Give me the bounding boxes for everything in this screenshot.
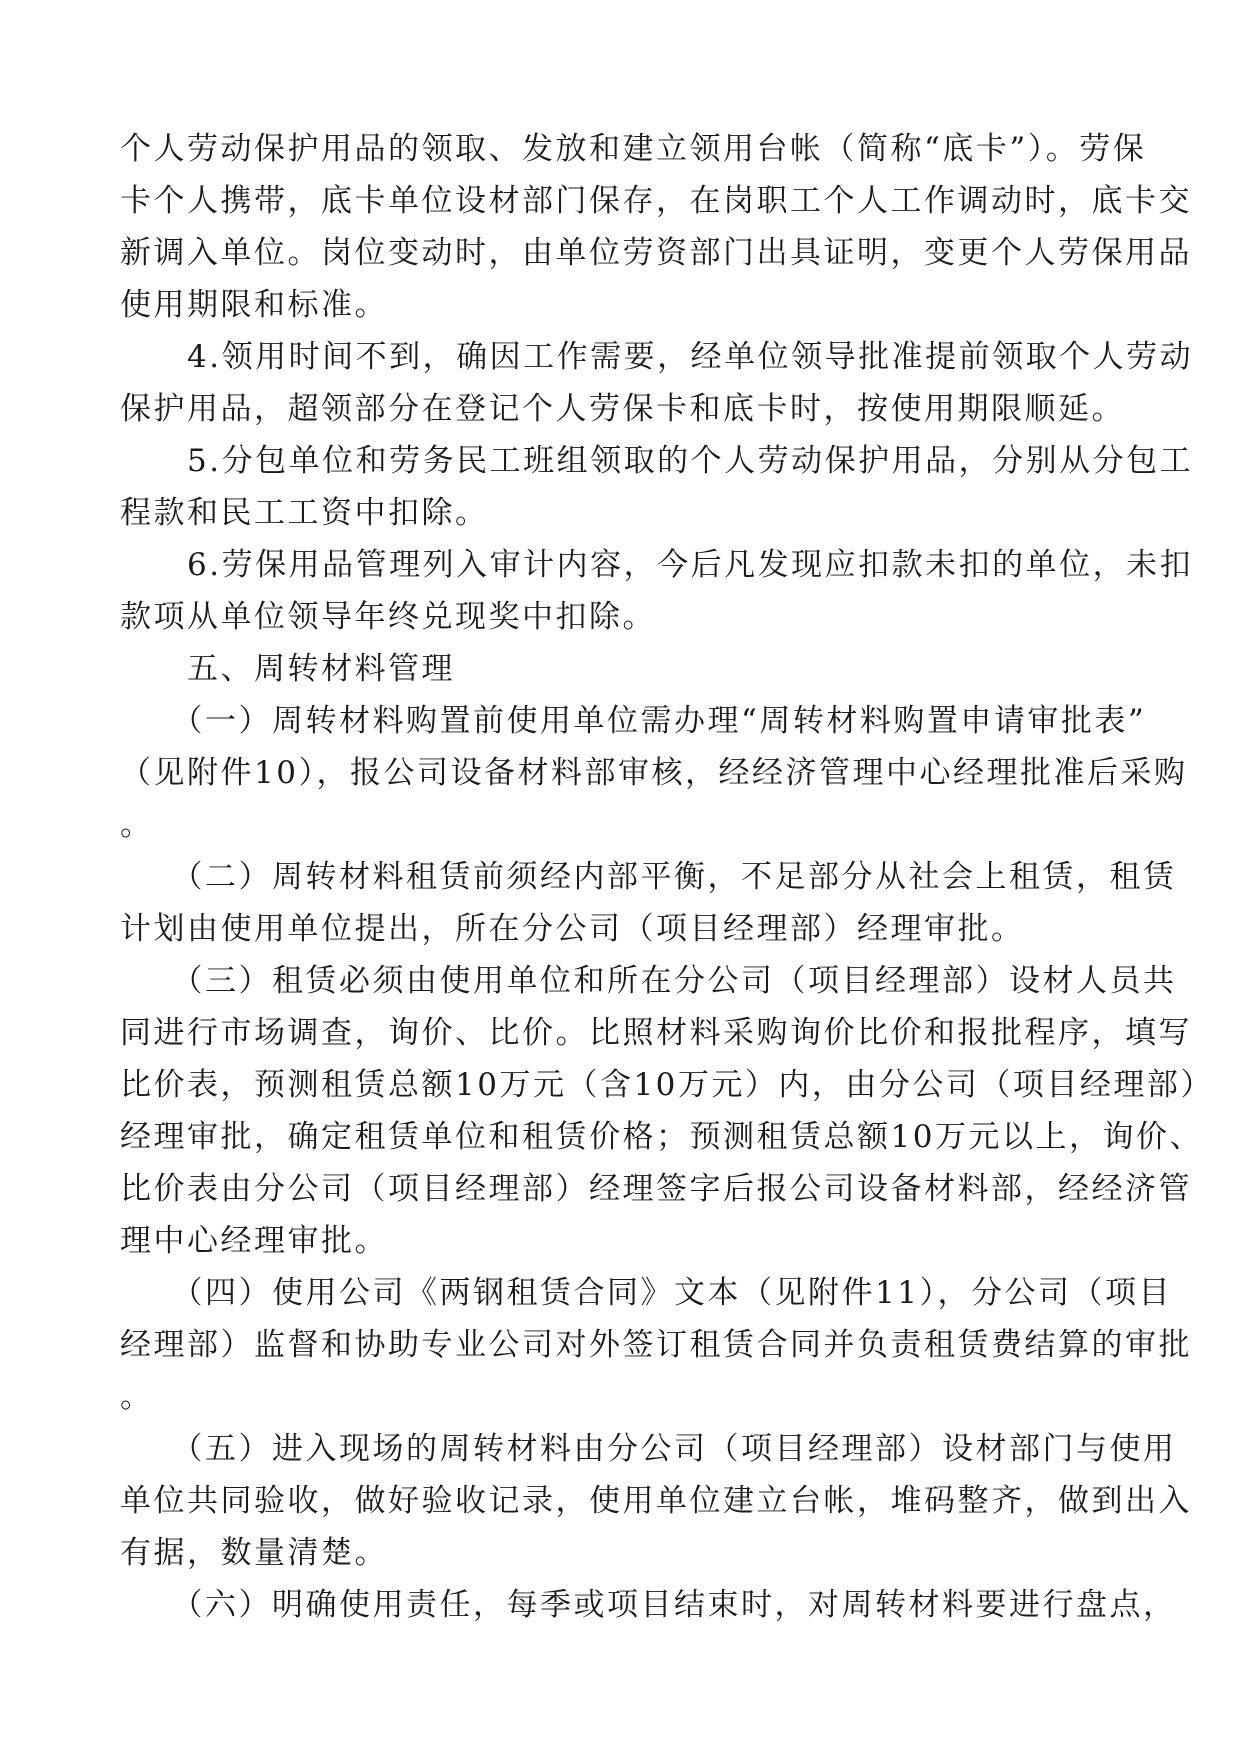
text-line: 理中心经理审批。: [120, 1223, 388, 1259]
text-line: 同进行市场调查，询价、比价。比照材料采购询价比价和报批程序，填写: [120, 1015, 1192, 1051]
text-line: （见附件10），报公司设备材料部审核，经经济管理中心经理批准后采购: [120, 755, 1188, 791]
text-line: 卡个人携带，底卡单位设材部门保存，在岗职工个人工作调动时，底卡交: [120, 183, 1192, 219]
text-line: 经理部）监督和协助专业公司对外签订租赁合同并负责租赁费结算的审批: [120, 1327, 1192, 1363]
text-line: 有据，数量清楚。: [120, 1535, 388, 1571]
text-line: （一）周转材料购置前使用单位需办理“周转材料购置申请审批表”: [120, 703, 1147, 739]
section-heading: 五、周转材料管理: [120, 651, 455, 687]
text-line: （六）明确使用责任，每季或项目结束时，对周转材料要进行盘点，: [120, 1587, 1177, 1623]
text-line: 款项从单位领导年终兑现奖中扣除。: [120, 599, 656, 635]
text-line: 比价表由分公司（项目经理部）经理签字后报公司设备材料部，经经济管: [120, 1171, 1192, 1207]
text-line: 。: [120, 1379, 154, 1415]
text-line: 5.分包单位和劳务民工班组领取的个人劳动保护用品，分别从分包工: [120, 443, 1194, 479]
text-line: （四）使用公司《两钢租赁合同》文本（见附件11），分公司（项目: [120, 1275, 1172, 1311]
text-line: 保护用品，超领部分在登记个人劳保卡和底卡时，按使用期限顺延。: [120, 391, 1125, 427]
text-line: 。: [120, 807, 154, 843]
text-line: 新调入单位。岗位变动时，由单位劳资部门出具证明，变更个人劳保用品: [120, 235, 1192, 271]
text-line: 比价表，预测租赁总额10万元（含10万元）内，由分公司（项目经理部）: [120, 1067, 1214, 1103]
text-line: （三）租赁必须由使用单位和所在分公司（项目经理部）设材人员共: [120, 963, 1177, 999]
text-line: 个人劳动保护用品的领取、发放和建立领用台帐（简称“底卡”）。劳保: [120, 131, 1147, 167]
document-body: [120, 123, 1214, 1631]
text-line: 计划由使用单位提出，所在分公司（项目经理部）经理审批。: [120, 911, 1025, 947]
text-line: （五）进入现场的周转材料由分公司（项目经理部）设材部门与使用: [120, 1431, 1177, 1467]
text-line: 4.领用时间不到，确因工作需要，经单位领导批准提前领取个人劳动: [120, 339, 1194, 375]
text-line: 程款和民工工资中扣除。: [120, 495, 489, 531]
text-line: （二）周转材料租赁前须经内部平衡，不足部分从社会上租赁，租赁: [120, 859, 1177, 895]
text-line: 经理审批，确定租赁单位和租赁价格；预测租赁总额10万元以上，询价、: [120, 1119, 1203, 1155]
text-line: 单位共同验收，做好验收记录，使用单位建立台帐，堆码整齐，做到出入: [120, 1483, 1192, 1519]
text-line: 6.劳保用品管理列入审计内容，今后凡发现应扣款未扣的单位，未扣: [120, 547, 1194, 583]
text-line: 使用期限和标准。: [120, 287, 388, 323]
